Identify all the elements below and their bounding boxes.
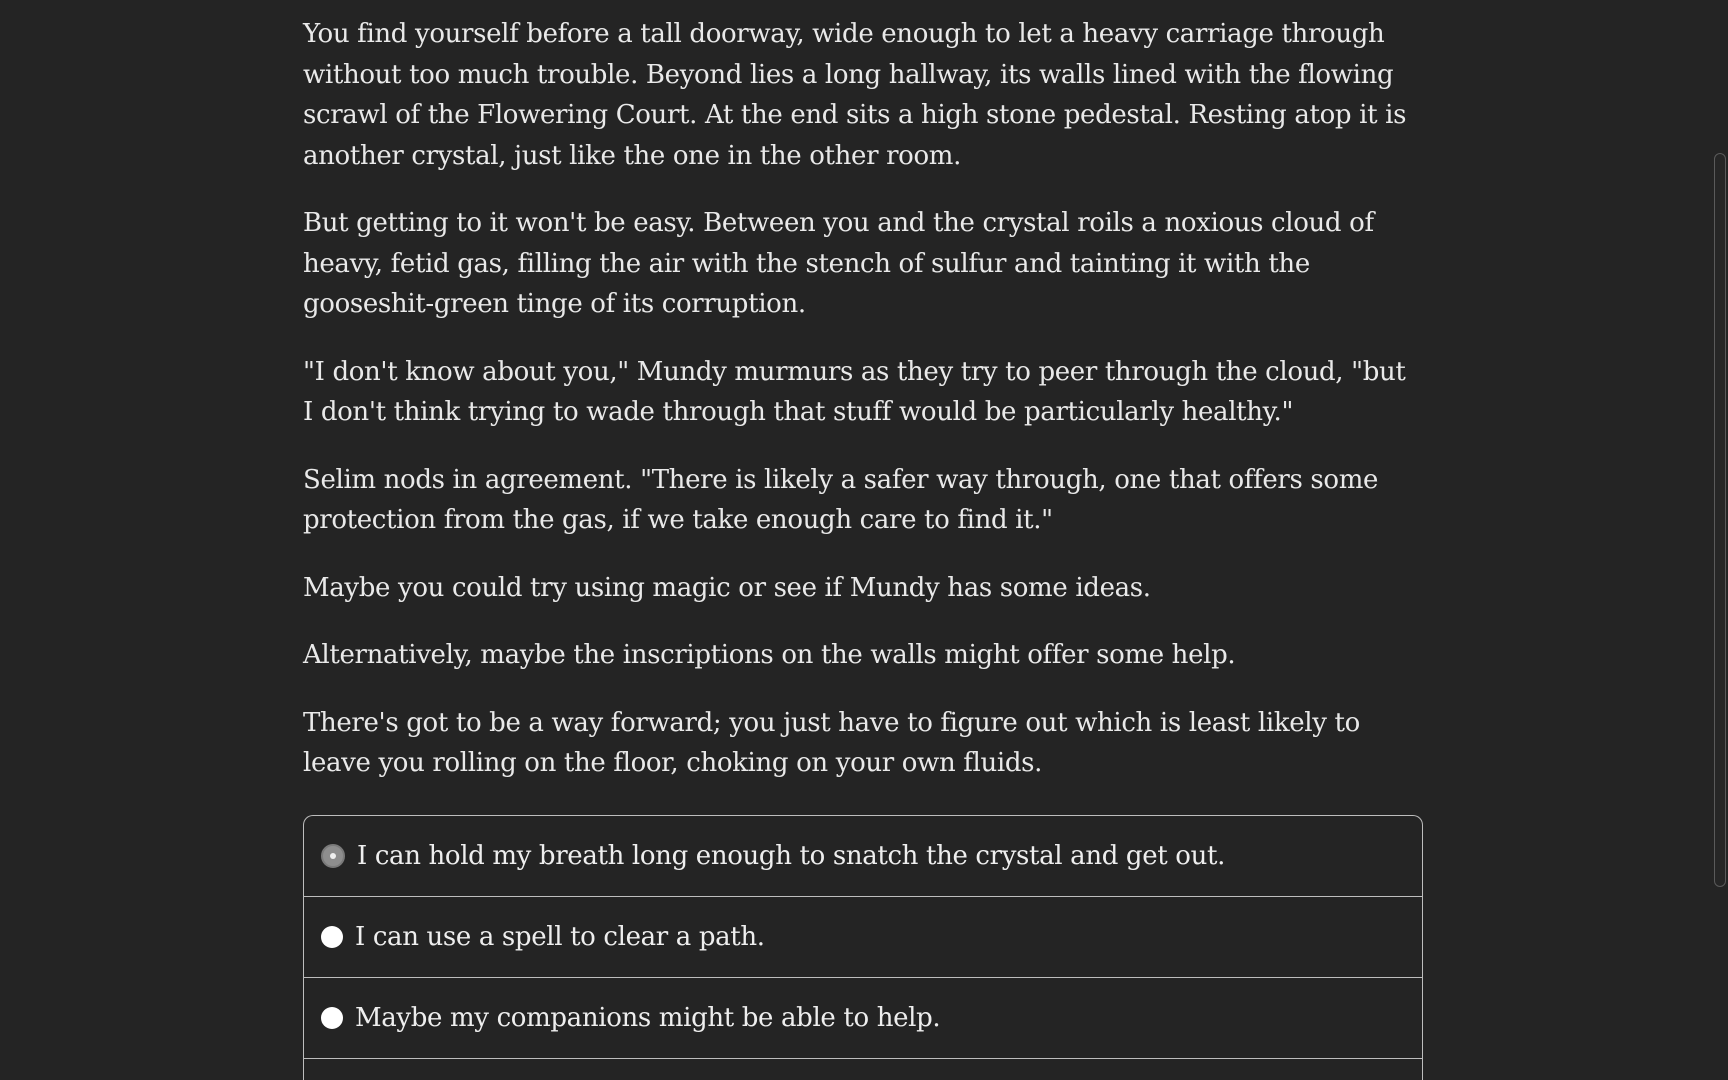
story-paragraph-2: But getting to it won't be easy. Between you and the crystal roils a noxious cloud of heavy, fetid gas, filling the air with the stench of sulfur and tainting it with the gooseshit-green tinge of its corruption. bbox=[303, 208, 1374, 319]
radio-button[interactable] bbox=[321, 1007, 343, 1029]
choice-use-spell[interactable] bbox=[304, 897, 1422, 978]
story-text bbox=[303, 14, 1423, 811]
choice-hold-breath[interactable] bbox=[304, 816, 1422, 897]
choice-label: Maybe my companions might be able to help. bbox=[355, 1003, 941, 1033]
choice-list bbox=[303, 815, 1423, 1080]
story-paragraph-4: Selim nods in agreement. "There is likely a safer way through, one that offers some protection from the gas, if we take enough care to find it." bbox=[303, 464, 1379, 535]
radio-button-selected[interactable] bbox=[321, 844, 345, 868]
choice-label: I can hold my breath long enough to snatch the crystal and get out. bbox=[357, 841, 1225, 871]
story-paragraph-7: There's got to be a way forward; you just have to figure out which is least likely to leave you rolling on the floor, choking on your own fluids. bbox=[303, 707, 1360, 778]
scrollbar-thumb[interactable] bbox=[1714, 153, 1726, 887]
choice-partially-visible[interactable] bbox=[304, 1059, 1422, 1080]
story-paragraph-6: Alternatively, maybe the inscriptions on the walls might offer some help. bbox=[303, 640, 1236, 670]
story-paragraph-3: "I don't know about you," Mundy murmurs as they try to peer through the cloud, "but I don't think trying to wade through that stuff would be particularly healthy." bbox=[303, 356, 1406, 427]
story-paragraph-5: Maybe you could try using magic or see if Mundy has some ideas. bbox=[303, 572, 1151, 603]
choice-label: I can use a spell to clear a path. bbox=[355, 922, 765, 952]
story-paragraph-1: You find yourself before a tall doorway, wide enough to let a heavy carriage through without too much trouble. Beyond lies a long hallway, its walls lined with the flowing scrawl of the Flowering Court. At the end sits a high stone pedestal. Resting atop it is another crystal, just like the one in the other room. bbox=[303, 19, 1407, 171]
radio-button[interactable] bbox=[321, 926, 343, 948]
choice-companions-help[interactable] bbox=[304, 978, 1422, 1059]
